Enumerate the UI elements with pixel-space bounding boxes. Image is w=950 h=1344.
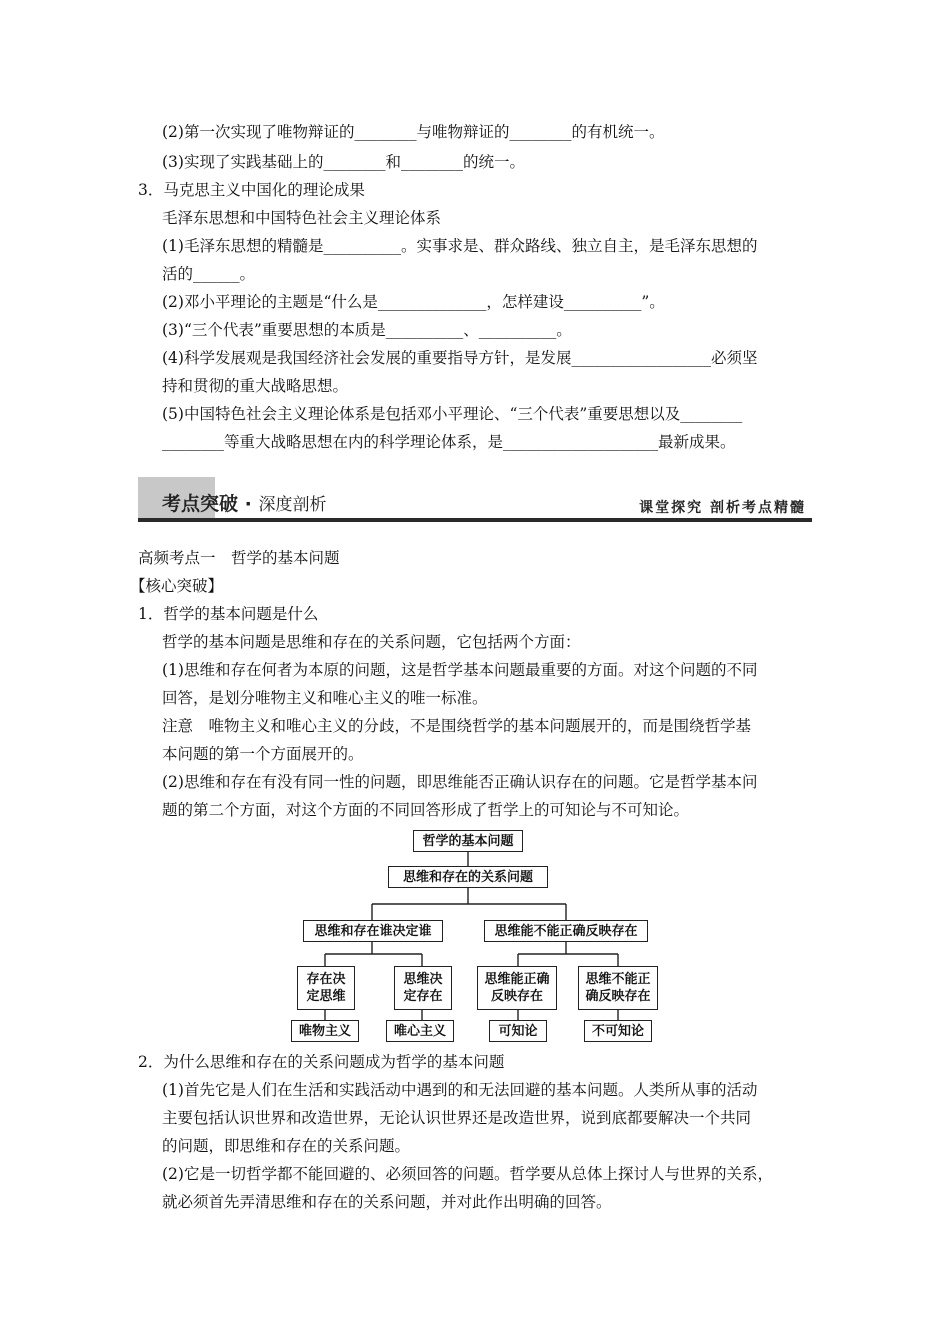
intro-line: 持和贯彻的重大战略思想。 xyxy=(162,377,349,395)
section-line: (1)思维和存在何者为本原的问题，这是哲学基本问题最重要的方面。对这个问题的不同 xyxy=(162,661,758,679)
diagram-result: 唯物主义 xyxy=(291,1020,359,1042)
diagram-result: 不可知论 xyxy=(584,1020,652,1042)
intro-line: 活的______。 xyxy=(162,265,256,283)
note-line: 本问题的第一个方面展开的。 xyxy=(162,745,364,763)
closing-line: 主要包括认识世界和改造世界，无论认识世界还是改造世界，说到底都要解决一个共同 xyxy=(162,1109,752,1127)
diagram-branch-right: 思维能不能正确反映存在 xyxy=(484,920,648,942)
section-heading: 高频考点一 哲学的基本问题 xyxy=(138,549,340,567)
intro-line: (3)实现了实践基础上的________和________的统一。 xyxy=(162,153,525,171)
banner-subtitle: 深度剖析 xyxy=(258,495,327,515)
intro-line: (4)科学发展观是我国经济社会发展的重要指导方针，是发展__________________必须坚 xyxy=(162,349,758,367)
diagram-root: 哲学的基本问题 xyxy=(413,830,523,852)
diagram-level1: 思维和存在的关系问题 xyxy=(388,866,548,888)
intro-line: (2)邓小平理论的主题是“什么是______________，怎样建设__________”。 xyxy=(162,293,665,311)
section-line: 回答，是划分唯物主义和唯心主义的唯一标准。 xyxy=(162,689,488,707)
intro-line: (1)毛泽东思想的精髓是__________。实事求是、群众路线、独立自主，是毛泽东思想的 xyxy=(162,237,758,255)
closing-line: (1)首先它是人们在生活和实践活动中遇到的和无法回避的基本问题。人类所从事的活动 xyxy=(162,1081,758,1099)
section-line: 题的第二个方面，对这个方面的不同回答形成了哲学上的可知论与不可知论。 xyxy=(162,801,690,819)
intro-line: 毛泽东思想和中国特色社会主义理论体系 xyxy=(162,209,442,227)
banner-dot: · xyxy=(244,493,252,515)
intro-line: (2)第一次实现了唯物辩证的________与唯物辩证的________的有机统一。 xyxy=(162,123,665,141)
intro-line: (3)“三个代表”重要思想的本质是__________、__________。 xyxy=(162,321,572,339)
diagram-result: 唯心主义 xyxy=(386,1020,454,1042)
closing-line: 的问题，即思维和存在的关系问题。 xyxy=(162,1137,411,1155)
closing-line: 就必须首先弄清思维和存在的关系问题，并对此作出明确的回答。 xyxy=(162,1193,612,1211)
section-line: (2)思维和存在有没有同一性的问题，即思维能否正确认识存在的问题。它是哲学基本问 xyxy=(162,773,758,791)
core-breakthrough-label: 【核心突破】 xyxy=(130,577,224,595)
diagram-result: 可知论 xyxy=(489,1020,547,1042)
diagram-leaf: 思维决定存在 xyxy=(394,966,452,1010)
banner-title-main: 考点突破 xyxy=(162,493,239,515)
diagram-leaf: 存在决定思维 xyxy=(297,966,355,1010)
diagram-branch-left: 思维和存在谁决定谁 xyxy=(303,920,443,942)
closing-line: (2)它是一切哲学都不能回避的、必须回答的问题。哲学要从总体上探讨人与世界的关系， xyxy=(162,1165,773,1183)
diagram-leaf: 思维不能正确反映存在 xyxy=(578,966,658,1010)
note-line: 注意 唯物主义和唯心主义的分歧，不是围绕哲学的基本问题展开的，而是围绕哲学基 xyxy=(162,717,752,735)
question-heading: 2．为什么思维和存在的关系问题成为哲学的基本问题 xyxy=(138,1053,505,1071)
intro-heading: 3．马克思主义中国化的理论成果 xyxy=(138,181,365,199)
section-line: 哲学的基本问题是思维和存在的关系问题，它包括两个方面： xyxy=(162,633,581,651)
banner-right-text: 课堂探究 剖析考点精髓 xyxy=(639,500,806,516)
diagram-leaf: 思维能正确反映存在 xyxy=(477,966,557,1010)
question-heading: 1．哲学的基本问题是什么 xyxy=(138,605,319,623)
intro-line: ________等重大战略思想在内的科学理论体系，是____________________最新成果。 xyxy=(162,433,736,451)
intro-line: (5)中国特色社会主义理论体系是包括邓小平理论、“三个代表”重要思想以及________ xyxy=(162,405,743,423)
